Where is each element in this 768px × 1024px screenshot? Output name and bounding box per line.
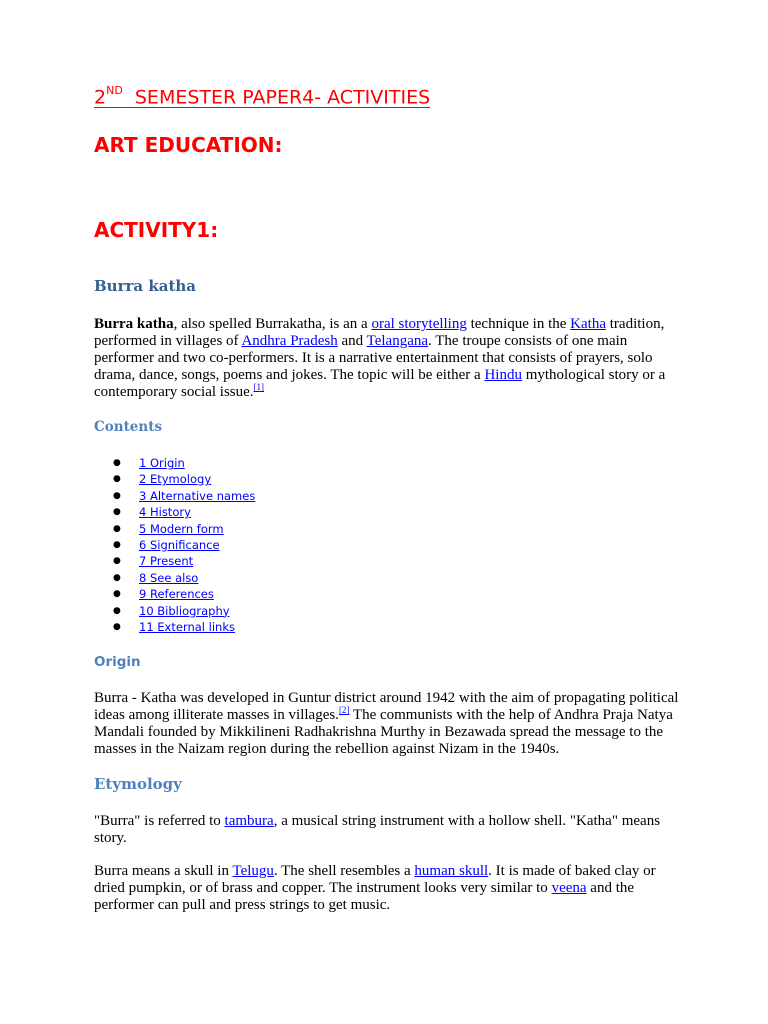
toc-link[interactable]: 5 Modern form xyxy=(139,521,224,536)
bullet-icon: ● xyxy=(113,539,121,550)
bullet-icon: ● xyxy=(113,572,121,583)
link-veena[interactable]: veena xyxy=(551,880,587,896)
toc-link[interactable]: 2 Etymology xyxy=(139,472,212,487)
bullet-icon: ● xyxy=(113,474,121,485)
title-superscript: ND xyxy=(106,84,123,97)
paragraph-origin: Burra - Katha was developed in Guntur district around 1942 with the aim of propagating political ideas among illiterate masses in villages.[2] The communists with the help of Andhra Praja Natya Mandali founded by Mikkilineni Radhakrishna Murthy in Bezawada spread the message to the masses in the Naizam region during the rebellion against Nizam in the 1940s. xyxy=(94,690,679,757)
link-tambura[interactable]: tambura xyxy=(224,813,274,829)
bullet-icon: ● xyxy=(113,523,121,534)
link-telugu[interactable]: Telugu xyxy=(232,863,274,879)
toc-link[interactable]: 7 Present xyxy=(139,554,194,569)
link-katha[interactable]: Katha xyxy=(570,316,606,332)
link-human-skull[interactable]: human skull xyxy=(414,863,489,879)
toc-link[interactable]: 9 References xyxy=(139,587,214,602)
reference-1-link[interactable]: [1] xyxy=(253,382,265,392)
bullet-icon: ● xyxy=(113,589,121,600)
toc-link[interactable]: 8 See also xyxy=(139,570,199,585)
page-title: 2ND SEMESTER PAPER4- ACTIVITIES xyxy=(94,84,431,109)
link-telangana[interactable]: Telangana xyxy=(366,333,429,349)
bullet-icon: ● xyxy=(113,458,121,468)
reference-2-link[interactable]: [2] xyxy=(338,705,350,715)
paragraph-intro: Burra katha, also spelled Burrakatha, is an a oral storytelling technique in the Katha tradition, performed in villages of Andhra Pradesh and Telangana. The troupe consists of one main performer and two co-performers. It is a narrative entertainment that consists of prayers, solo drama, dance, songs, poems and jokes. The topic will be either a Hindu mythological story or a contemporary social issue.[1] xyxy=(94,316,666,400)
paragraph-etymology-1: "Burra" is referred to tambura, a musical string instrument with a hollow shell. "Katha" means story. xyxy=(94,813,661,846)
toc-link[interactable]: 3 Alternative names xyxy=(139,488,256,503)
toc-link[interactable]: 10 Bibliography xyxy=(139,603,230,618)
bullet-icon: ● xyxy=(113,507,121,518)
section-title-art-education: ART EDUCATION: xyxy=(94,133,283,157)
heading-burra-katha: Burra katha xyxy=(94,277,196,295)
heading-contents: Contents xyxy=(94,419,163,435)
toc-link[interactable]: 4 History xyxy=(139,505,191,520)
bullet-icon: ● xyxy=(113,605,121,616)
toc-link[interactable]: 1 Origin xyxy=(139,456,185,470)
heading-origin: Origin xyxy=(94,654,141,670)
link-andhra-pradesh[interactable]: Andhra Pradesh xyxy=(241,333,338,349)
link-oral-storytelling[interactable]: oral storytelling xyxy=(371,316,467,332)
link-hindu[interactable]: Hindu xyxy=(484,367,522,383)
bullet-icon: ● xyxy=(113,556,121,567)
heading-etymology: Etymology xyxy=(94,775,182,793)
bullet-icon: ● xyxy=(113,490,121,501)
toc-link[interactable]: 11 External links xyxy=(139,619,235,634)
paragraph-etymology-2: Burra means a skull in Telugu. The shell resembles a human skull. It is made of baked clay or dried pumpkin, or of brass and copper. The instrument looks very similar to veena and the performer can pull and press strings to get music. xyxy=(94,863,656,913)
bullet-icon: ● xyxy=(113,621,121,632)
toc-link[interactable]: 6 Significance xyxy=(139,537,220,552)
activity-title: ACTIVITY1: xyxy=(94,218,219,242)
